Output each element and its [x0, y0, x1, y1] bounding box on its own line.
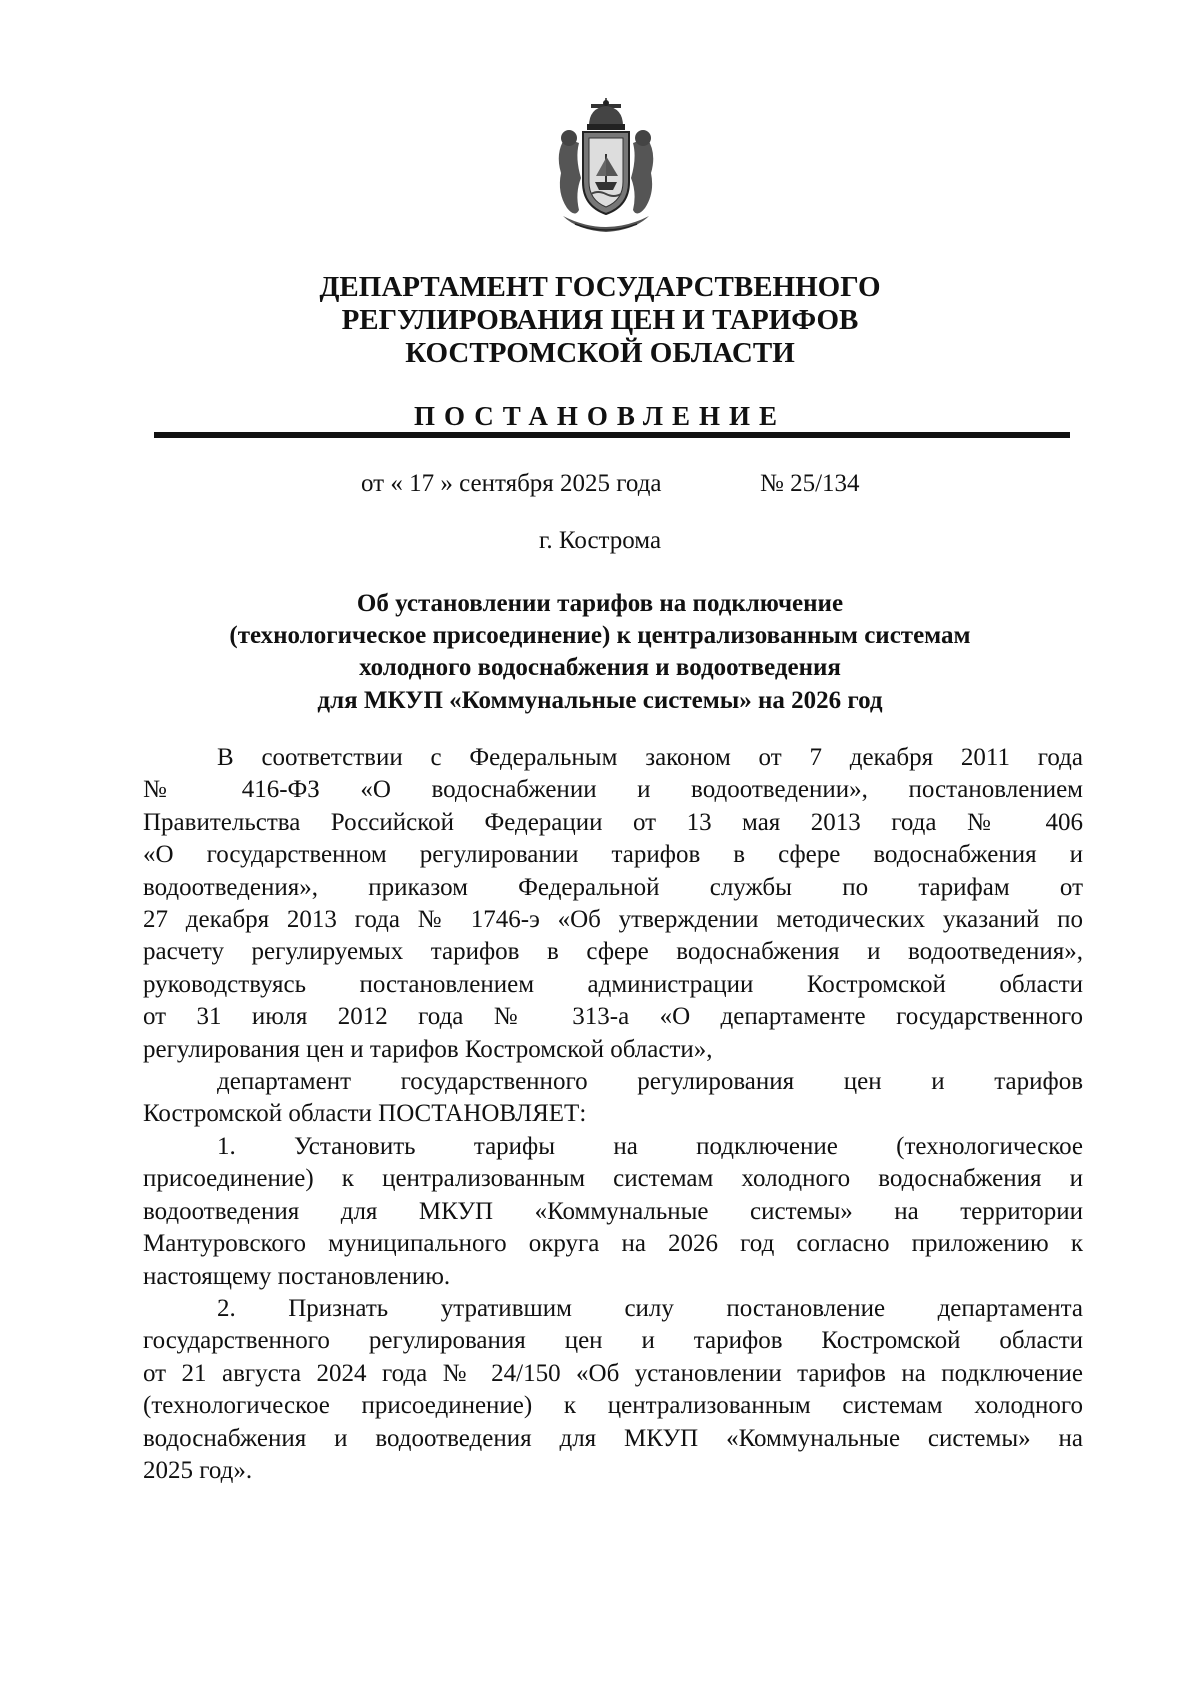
body-line: № 416-ФЗ «О водоснабжении и водоотведении», постановлением: [143, 776, 1083, 804]
body-line: от 21 августа 2024 года № 24/150 «Об установлении тарифов на подключение: [143, 1359, 1083, 1387]
body-line: руководствуясь постановлением администрации Костромской области: [143, 970, 1083, 998]
body-line: водоотведения для МКУП «Коммунальные системы» на территории: [143, 1197, 1083, 1225]
body-line: В соответствии с Федеральным законом от 7 декабря 2011 года: [217, 744, 1083, 771]
body-line: департамент государственного регулирования цен и тарифов: [217, 1068, 1083, 1096]
body-line: «О государственном регулировании тарифов в сфере водоснабжения и: [143, 841, 1083, 869]
body-line: 1. Установить тарифы на подключение (технологическое: [217, 1132, 1083, 1160]
body-line: регулирования цен и тарифов Костромской области»,: [143, 1035, 713, 1063]
document-title-line-2: (технологическое присоединение) к централизованным системам: [229, 622, 971, 649]
body-line: от 31 июля 2012 года № 313-а «О департаменте государственного: [143, 1003, 1083, 1031]
paragraph-preamble: [143, 742, 1083, 1066]
body-line: Мантуровского муниципального округа на 2026 год согласно приложению к: [143, 1230, 1083, 1258]
body-line: Костромской области ПОСТАНОВЛЯЕТ:: [143, 1100, 587, 1128]
body-line: 27 декабря 2013 года № 1746-э «Об утверждении методических указаний по: [143, 906, 1083, 934]
document-city: г. Кострома: [538, 527, 662, 554]
department-name-line-2: РЕГУЛИРОВАНИЯ ЦЕН И ТАРИФОВ: [341, 304, 859, 336]
body-line: водоснабжения и водоотведения для МКУП «Коммунальные системы» на: [143, 1424, 1083, 1452]
paragraph-item-1: [143, 1131, 1083, 1293]
body-line: 2. Признать утратившим силу постановление департамента: [217, 1294, 1083, 1322]
department-name-line-1: ДЕПАРТАМЕНТ ГОСУДАРСТВЕННОГО: [319, 271, 881, 303]
body-line: 2025 год».: [143, 1456, 253, 1484]
document-date: от « 17 » сентября 2025 года: [361, 470, 662, 497]
paragraph-resolves: [143, 1066, 1083, 1131]
body-line: присоединение) к централизованным системам холодного водоснабжения и: [143, 1165, 1083, 1193]
body-line: Правительства Российской Федерации от 13 мая 2013 года № 406: [143, 808, 1083, 836]
body-line: водоотведения», приказом Федеральной службы по тарифам от: [143, 873, 1083, 901]
body-line: государственного регулирования цен и тарифов Костромской области: [143, 1327, 1083, 1355]
document-type-heading: ПОСТАНОВЛЕНИЕ: [413, 401, 787, 431]
document-number: № 25/134: [760, 470, 860, 497]
document-body: [143, 742, 1083, 1487]
body-line: (технологическое присоединение) к централизованным системам холодного: [143, 1392, 1083, 1420]
body-line: настоящему постановлению.: [143, 1262, 451, 1290]
body-line: расчету регулируемых тарифов в сфере водоснабжения и водоотведения»,: [143, 938, 1083, 966]
document-title-line-1: Об установлении тарифов на подключение: [356, 590, 844, 617]
header-divider: [154, 432, 1070, 438]
paragraph-item-2: [143, 1293, 1083, 1487]
kostroma-coat-of-arms-icon: [545, 98, 667, 240]
document-title-line-3: холодного водоснабжения и водоотведения: [359, 654, 841, 681]
document-title-line-4: для МКУП «Коммунальные системы» на 2026 год: [317, 687, 883, 714]
department-name-line-3: КОСТРОМСКОЙ ОБЛАСТИ: [405, 337, 795, 369]
